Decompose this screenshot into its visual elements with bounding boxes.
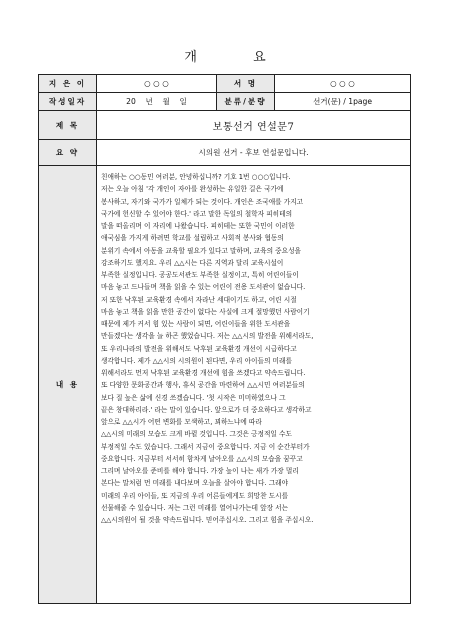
content-line: 앞으로 △△시가 어떤 변화를 모색하고, 꾀하느냐에 따라 — [101, 418, 262, 426]
content-line: 생각합니다. 제가 △△시의 시의원이 된다면, 우리 아이들의 미래를 — [101, 356, 292, 365]
content-line: 말을 떠올리며 이 자리에 나왔습니다. 피히테는 또한 국민이 이러한 — [101, 222, 295, 230]
content-line: 강조하기도 했지요. 우리 △△시는 다른 지역과 달리 교육시설이 — [101, 258, 284, 267]
summary-label: 요 약 — [39, 140, 97, 166]
content-line: 봉사하고, 자기와 국가가 일체가 되는 것이다. 개인은 조국애를 가지고 — [101, 197, 304, 206]
content-label: 내 용 — [39, 166, 97, 604]
content-line: 또 다양한 문화공간과 행사, 휴식 공간을 마련하여 △△시민 여러분들의 — [101, 381, 305, 390]
category-label: 분류/분량 — [217, 93, 275, 111]
summary-form-table — [38, 74, 411, 604]
content-line: 부정적일 수도 있습니다. 그래서 지금이 중요합니다. 지금 이 순간부터가 — [101, 442, 310, 451]
content-row — [39, 166, 411, 604]
content-line: 만들겠다는 생각을 늘 하곤 했었습니다. 저는 △△시의 발전을 위해서라도, — [101, 332, 314, 341]
date-label: 작성일자 — [39, 93, 97, 111]
summary-row — [39, 140, 411, 166]
content-line: 마음 놓고 책을 읽을 만한 공간이 없다는 사실에 크게 절망했던 사람이기 — [101, 307, 310, 316]
author-value: ○ ○ ○ — [97, 75, 217, 93]
subject-value: 보통선거 연설문7 — [97, 111, 411, 140]
content-line: 중요합니다. 지금부터 서서히 함차게 날아오를 △△시의 모습을 꿈꾸고 — [101, 454, 303, 463]
document-title: 개 요 — [184, 50, 292, 65]
date-value: 20 년 월 일 — [97, 93, 217, 111]
content-line: 애국심을 가지게 하려면 학교를 설립하고 사회적 봉사와 협동의 — [101, 234, 284, 243]
date-row — [39, 93, 411, 111]
content-line: △△시의원이 될 것을 약속드립니다. 믿어주십시오. 그리고 힘을 주십시오. — [101, 516, 314, 524]
content-line: 친애하는 ○○동민 여러분, 안녕하십니까? 기호 1번 ○○○입니다. — [101, 173, 291, 181]
content-line: 보다 질 높은 삶에 신경 쓰겠습니다. '첫 시작은 미미하였으나 그 — [101, 393, 286, 402]
content-line: 분위기 속에서 아동을 교육할 필요가 있다고 말하며, 교육의 중요성을 — [101, 246, 302, 255]
content-line: 마음 놓고 드나들며 책을 읽을 수 있는 어린이 전용 도서관이 없습니다. — [101, 283, 306, 292]
content-line: 그리며 날아오를 준비를 해야 합니다. 가장 높이 나는 새가 가장 멀리 — [101, 467, 299, 475]
content-line: 본다는 말처럼 먼 미래를 내다보며 오늘을 살아야 합니다. 그래야 — [101, 479, 289, 488]
subject-label: 제 목 — [39, 111, 97, 140]
category-value: 선거(문) / 1page — [275, 93, 411, 111]
content-line: 또 우리나라의 발전을 위해서도 낙후된 교육환경 개선이 시급하다고 — [101, 344, 297, 353]
subject-row — [39, 111, 411, 140]
content-line: △△시의 미래의 모습도 크게 바뀔 것입니다. 그것은 긍정적일 수도 — [101, 430, 292, 439]
content-line: 국가에 헌신할 수 있어야 한다.' 라고 말한 독일의 철학자 피히테의 — [101, 209, 293, 218]
author-row — [39, 75, 411, 93]
content-line: 선물해줄 수 있습니다. 저는 그런 미래를 열어나가는데 앞장 서는 — [101, 503, 289, 512]
signature-label: 서 명 — [217, 75, 275, 93]
signature-value: ○ ○ ○ — [275, 75, 411, 93]
content-line: 저 또한 낙후된 교육환경 속에서 자라난 세대이기도 하고, 어린 시절 — [101, 295, 297, 304]
content-line: 저는 오늘 아침 '각 개인이 자아를 완성하는 유일한 길은 국가에 — [101, 185, 284, 194]
content-body — [97, 166, 411, 604]
content-line: 미래의 우리 아이들, 또 지금의 우리 어른들에게도 희망찬 도시를 — [101, 491, 289, 500]
content-line: 끝은 창대하리라.' 라는 말이 있습니다. 앞으로가 더 중요하다고 생각하고 — [101, 405, 312, 414]
content-line: 부족한 실정입니다. 공공도서관도 부족한 실정이고, 특히 어린이들이 — [101, 271, 299, 279]
author-label: 지 은 이 — [39, 75, 97, 93]
summary-value: 시의원 선거 - 후보 연설문입니다. — [97, 140, 411, 166]
content-line: 때문에 제가 커서 힘 있는 사람이 되면, 어린이들을 위한 도서관을 — [101, 320, 291, 328]
content-line: 위해서라도 먼저 낙후된 교육환경 개선에 힘을 쓰겠다고 약속드립니다. — [101, 369, 306, 377]
